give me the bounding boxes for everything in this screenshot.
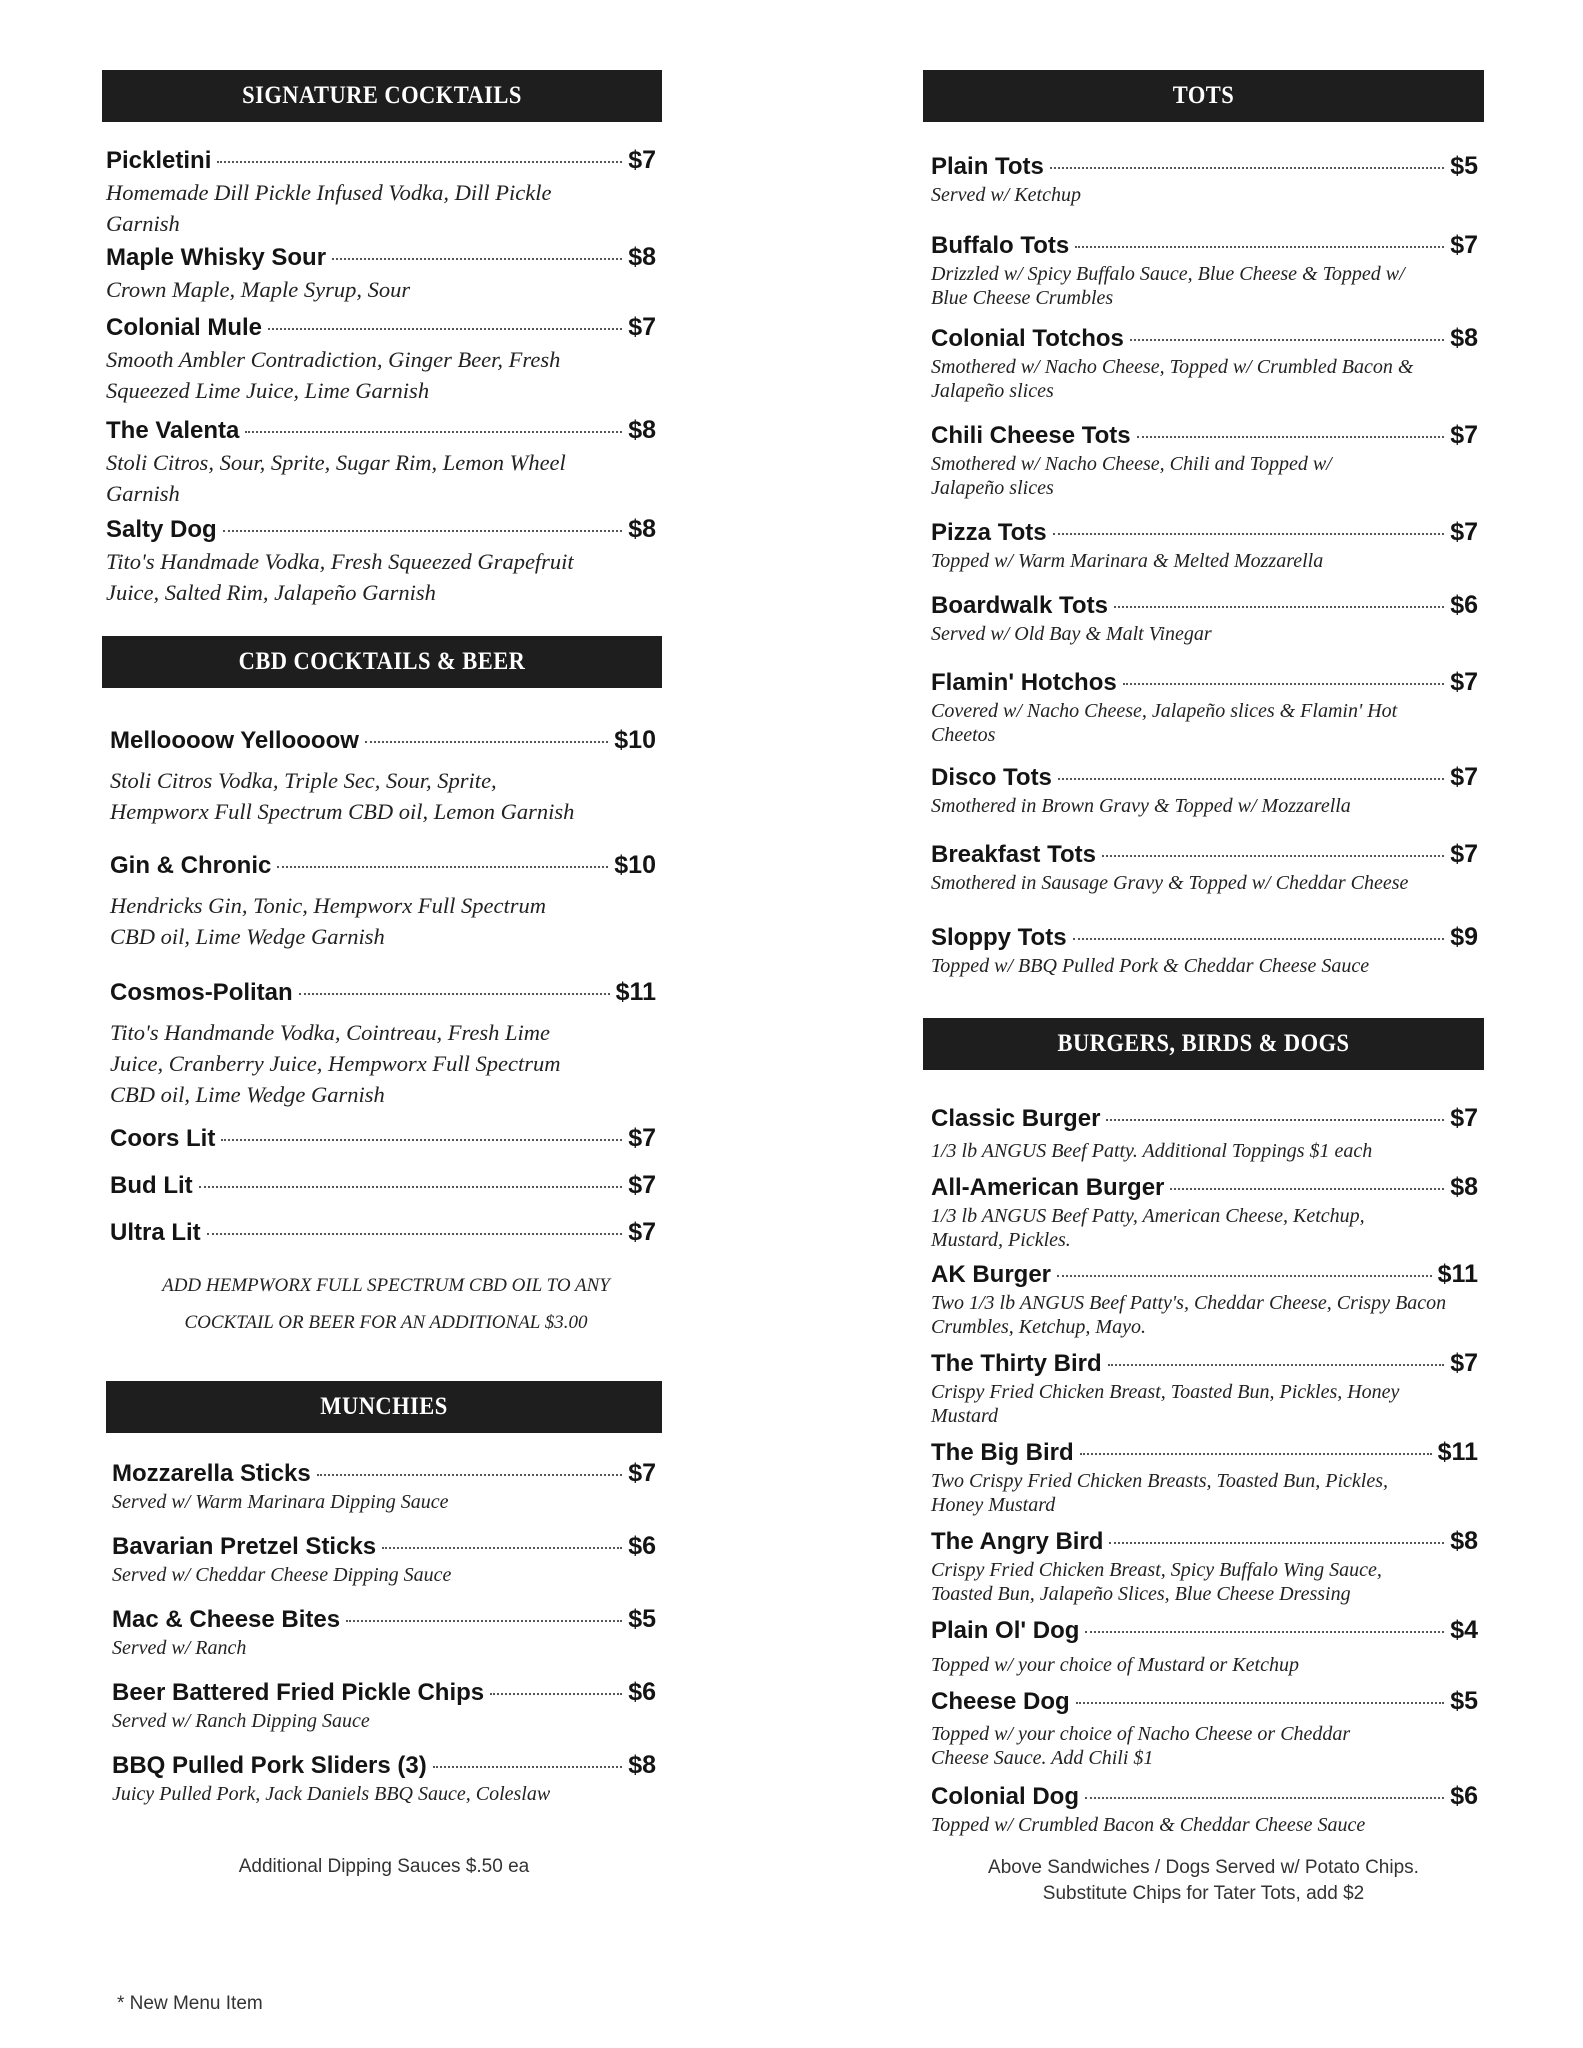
leader-dots: [1053, 533, 1445, 535]
leader-dots: [245, 431, 622, 433]
leader-dots: [317, 1474, 622, 1476]
item-price: $10: [614, 851, 656, 879]
item-name: Gin & Chronic: [110, 852, 272, 879]
leader-dots: [1109, 1542, 1444, 1544]
item-description: Stoli Citros Vodka, Triple Sec, Sour, Sprite, Hempworx Full Spectrum CBD oil, Lemon Garnish: [110, 768, 575, 824]
item-description: Two Crispy Fried Chicken Breasts, Toasted Bun, Pickles, Honey Mustard: [931, 1470, 1389, 1516]
section-title: MUNCHIES: [134, 1381, 634, 1433]
item-name: Mozzarella Sticks: [112, 1460, 311, 1487]
leader-dots: [1085, 1631, 1444, 1633]
leader-dots: [1080, 1453, 1432, 1455]
item-description: Homemade Dill Pickle Infused Vodka, Dill Pickle Garnish: [106, 180, 552, 236]
item-price: $9: [1450, 923, 1478, 951]
leader-dots: [1085, 1797, 1444, 1799]
leader-dots: [223, 530, 623, 532]
item-name: Colonial Totchos: [931, 325, 1124, 352]
item-price: $8: [1450, 1527, 1478, 1555]
section-header: [106, 1381, 662, 1433]
item-name: Cheese Dog: [931, 1688, 1070, 1715]
item-name: The Angry Bird: [931, 1528, 1104, 1555]
menu-item: [923, 840, 1484, 895]
item-name: AK Burger: [931, 1261, 1052, 1288]
section-title: BURGERS, BIRDS & DOGS: [951, 1018, 1456, 1070]
leader-dots: [1073, 938, 1445, 940]
item-price: $7: [1450, 668, 1478, 696]
right-column: [923, 70, 1484, 1907]
menu-item: [102, 1171, 662, 1200]
left-column: [102, 70, 662, 1878]
item-name: The Valenta: [106, 417, 240, 444]
menu-item: [923, 763, 1484, 818]
menu-item: [106, 1678, 662, 1733]
item-description: Smooth Ambler Contradiction, Ginger Beer, Fresh Squeezed Lime Juice, Lime Garnish: [106, 347, 561, 403]
leader-dots: [382, 1547, 622, 1549]
note-line: COCKTAIL OR BEER FOR AN ADDITIONAL $3.00: [184, 1312, 588, 1333]
item-price: $7: [1450, 763, 1478, 791]
item-description: Smothered in Sausage Gravy & Topped w/ Cheddar Cheese: [931, 872, 1409, 894]
menu-item: [106, 1459, 662, 1514]
leader-dots: [268, 328, 622, 330]
leader-dots: [1106, 1119, 1444, 1121]
item-price: $7: [628, 1124, 656, 1152]
item-name: Ultra Lit: [110, 1219, 201, 1246]
menu-item: [102, 515, 662, 608]
menu-item: [102, 1218, 662, 1247]
section-header: [923, 1018, 1484, 1070]
item-description: Two 1/3 lb ANGUS Beef Patty's, Cheddar Cheese, Crispy Bacon Crumbles, Ketchup, Mayo.: [931, 1292, 1447, 1338]
section-munchies: [106, 1381, 662, 1878]
item-name: Bavarian Pretzel Sticks: [112, 1533, 377, 1560]
menu-item: [102, 313, 662, 406]
note-line: ADD HEMPWORX FULL SPECTRUM CBD OIL TO ANY: [162, 1275, 610, 1296]
leader-dots: [1114, 606, 1444, 608]
section-burgers-birds-dogs: [923, 1018, 1484, 1907]
item-price: $11: [615, 978, 656, 1006]
leader-dots: [199, 1186, 623, 1188]
item-description: Smothered in Brown Gravy & Topped w/ Mozzarella: [931, 795, 1351, 817]
item-name: BBQ Pulled Pork Sliders (3): [112, 1752, 427, 1779]
item-description: Topped w/ your choice of Mustard or Ketchup: [931, 1654, 1299, 1676]
item-price: $6: [1450, 1782, 1478, 1810]
menu-item: [102, 146, 662, 239]
leader-dots: [1057, 1275, 1432, 1277]
item-price: $5: [1450, 1687, 1478, 1715]
item-price: $7: [628, 1459, 656, 1487]
section-header: [102, 70, 662, 122]
section-title: TOTS: [951, 70, 1456, 122]
item-name: All-American Burger: [931, 1174, 1165, 1201]
item-name: Salty Dog: [106, 516, 217, 543]
section-header: [923, 70, 1484, 122]
item-name: Maple Whisky Sour: [106, 244, 327, 271]
menu-item: [102, 851, 662, 952]
item-name: Pizza Tots: [931, 519, 1047, 546]
item-price: $7: [628, 146, 656, 174]
item-price: $7: [628, 1218, 656, 1246]
item-name: Buffalo Tots: [931, 232, 1070, 259]
item-price: $8: [1450, 324, 1478, 352]
item-name: Disco Tots: [931, 764, 1052, 791]
menu-item: [923, 1616, 1484, 1677]
item-price: $7: [1450, 1349, 1478, 1377]
item-price: $7: [628, 313, 656, 341]
menu-item: [106, 1605, 662, 1660]
item-price: $6: [1450, 591, 1478, 619]
item-name: Cosmos-Politan: [110, 979, 293, 1006]
item-name: Breakfast Tots: [931, 841, 1096, 868]
section-cbd-cocktails-beer: [102, 636, 662, 1341]
item-name: Pickletini: [106, 147, 212, 174]
section-title: SIGNATURE COCKTAILS: [130, 70, 634, 122]
menu-item: [102, 726, 662, 827]
menu-item: [923, 421, 1484, 500]
item-price: $7: [1450, 231, 1478, 259]
item-description: Crispy Fried Chicken Breast, Spicy Buffalo Wing Sauce, Toasted Bun, Jalapeño Slices, Blue Cheese Dressing: [931, 1559, 1382, 1605]
leader-dots: [221, 1139, 622, 1141]
item-name: Colonial Mule: [106, 314, 262, 341]
menu-item: [923, 591, 1484, 646]
leader-dots: [1076, 1702, 1444, 1704]
item-price: $8: [628, 1751, 656, 1779]
menu-item: [106, 1751, 662, 1806]
item-description: Topped w/ BBQ Pulled Pork & Cheddar Cheese Sauce: [931, 955, 1370, 977]
item-name: Coors Lit: [110, 1125, 216, 1152]
item-price: $4: [1450, 1616, 1478, 1644]
item-price: $11: [1437, 1438, 1478, 1466]
item-description: Served w/ Ranch: [112, 1637, 247, 1659]
item-price: $8: [1450, 1173, 1478, 1201]
item-name: Flamin' Hotchos: [931, 669, 1117, 696]
item-name: Boardwalk Tots: [931, 592, 1108, 619]
menu-item: [923, 1349, 1484, 1428]
leader-dots: [365, 741, 608, 743]
menu-item: [923, 1527, 1484, 1606]
item-price: $5: [1450, 152, 1478, 180]
section-signature-cocktails: [102, 70, 662, 608]
leader-dots: [1130, 339, 1444, 341]
item-price: $5: [628, 1605, 656, 1633]
leader-dots: [1102, 855, 1444, 857]
item-name: Plain Tots: [931, 153, 1044, 180]
item-description: Served w/ Cheddar Cheese Dipping Sauce: [112, 1564, 452, 1586]
menu-item: [923, 152, 1484, 207]
item-price: $8: [628, 243, 656, 271]
menu-item: [923, 1104, 1484, 1163]
leader-dots: [1108, 1364, 1445, 1366]
menu-item: [923, 668, 1484, 747]
item-price: $10: [614, 726, 656, 754]
item-name: Melloooow Yelloooow: [110, 727, 359, 754]
item-price: $7: [1450, 840, 1478, 868]
item-description: 1/3 lb ANGUS Beef Patty. Additional Toppings $1 each: [931, 1140, 1373, 1162]
item-name: Sloppy Tots: [931, 924, 1067, 951]
cbd-addon-note: [102, 1267, 662, 1341]
menu-item: [102, 978, 662, 1110]
menu-item: [923, 231, 1484, 310]
item-price: $7: [1450, 518, 1478, 546]
item-price: $7: [1450, 1104, 1478, 1132]
menu-item: [102, 1124, 662, 1153]
note-line: Substitute Chips for Tater Tots, add $2: [1042, 1883, 1365, 1904]
item-description: Crispy Fried Chicken Breast, Toasted Bun, Pickles, Honey Mustard: [931, 1381, 1400, 1427]
item-name: Bud Lit: [110, 1172, 193, 1199]
leader-dots: [217, 161, 622, 163]
item-price: $6: [628, 1678, 656, 1706]
menu-item: [923, 1687, 1484, 1770]
leader-dots: [1075, 246, 1444, 248]
item-description: Served w/ Warm Marinara Dipping Sauce: [112, 1491, 449, 1513]
item-description: Smothered w/ Nacho Cheese, Chili and Topped w/ Jalapeño slices: [931, 453, 1332, 499]
menu-item: [923, 1173, 1484, 1252]
menu-item: [923, 1260, 1484, 1339]
item-price: $8: [628, 416, 656, 444]
item-description: Drizzled w/ Spicy Buffalo Sauce, Blue Cheese & Topped w/ Blue Cheese Crumbles: [931, 263, 1405, 309]
leader-dots: [277, 866, 608, 868]
menu-item: [923, 518, 1484, 573]
leader-dots: [1123, 683, 1444, 685]
item-description: Smothered w/ Nacho Cheese, Topped w/ Crumbled Bacon & Jalapeño slices: [931, 356, 1414, 402]
menu-item: [106, 1532, 662, 1587]
item-description: Topped w/ your choice of Nacho Cheese or Cheddar Cheese Sauce. Add Chili $1: [931, 1723, 1351, 1769]
item-name: Mac & Cheese Bites: [112, 1606, 341, 1633]
item-description: Covered w/ Nacho Cheese, Jalapeño slices & Flamin' Hot Cheetos: [931, 700, 1398, 746]
sandwich-sides-note: [923, 1855, 1484, 1907]
menu-item: [923, 923, 1484, 978]
item-description: Juicy Pulled Pork, Jack Daniels BBQ Sauce, Coleslaw: [112, 1783, 551, 1805]
item-description: Tito's Handmade Vodka, Fresh Squeezed Grapefruit Juice, Salted Rim, Jalapeño Garnish: [106, 549, 574, 605]
item-name: Beer Battered Fried Pickle Chips: [112, 1679, 485, 1706]
leader-dots: [346, 1620, 622, 1622]
item-price: $7: [628, 1171, 656, 1199]
item-name: Chili Cheese Tots: [931, 422, 1131, 449]
leader-dots: [207, 1233, 623, 1235]
item-description: Served w/ Ranch Dipping Sauce: [112, 1710, 370, 1732]
item-name: The Big Bird: [931, 1439, 1074, 1466]
leader-dots: [1058, 778, 1444, 780]
leader-dots: [1050, 167, 1444, 169]
item-name: The Thirty Bird: [931, 1350, 1102, 1377]
item-description: 1/3 lb ANGUS Beef Patty, American Cheese, Ketchup, Mustard, Pickles.: [931, 1205, 1365, 1251]
item-name: Plain Ol' Dog: [931, 1617, 1080, 1644]
item-description: Served w/ Old Bay & Malt Vinegar: [931, 623, 1212, 645]
leader-dots: [299, 993, 610, 995]
item-price: $8: [628, 515, 656, 543]
item-description: Stoli Citros, Sour, Sprite, Sugar Rim, Lemon Wheel Garnish: [106, 450, 566, 506]
item-price: $6: [628, 1532, 656, 1560]
item-price: $7: [1450, 421, 1478, 449]
menu-item: [923, 1782, 1484, 1837]
section-title: CBD COCKTAILS & BEER: [130, 636, 634, 688]
menu-item: [102, 416, 662, 509]
leader-dots: [433, 1766, 622, 1768]
menu-item: [923, 1438, 1484, 1517]
item-price: $11: [1437, 1260, 1478, 1288]
item-name: Colonial Dog: [931, 1783, 1079, 1810]
menu-item: [923, 324, 1484, 403]
leader-dots: [1137, 436, 1445, 438]
item-description: Tito's Handmande Vodka, Cointreau, Fresh Lime Juice, Cranberry Juice, Hempworx Full Spectrum CBD oil, Lime Wedge Garnish: [110, 1020, 561, 1107]
menu-item: [102, 243, 662, 305]
item-description: Crown Maple, Maple Syrup, Sour: [106, 277, 411, 302]
new-item-note: * New Menu Item: [117, 1993, 263, 2014]
leader-dots: [490, 1693, 622, 1695]
note-line: Above Sandwiches / Dogs Served w/ Potato Chips.: [988, 1857, 1419, 1878]
leader-dots: [1170, 1188, 1444, 1190]
item-name: Classic Burger: [931, 1105, 1101, 1132]
section-header: [102, 636, 662, 688]
leader-dots: [332, 258, 622, 260]
item-description: Topped w/ Warm Marinara & Melted Mozzarella: [931, 550, 1324, 572]
dipping-sauce-note: Additional Dipping Sauces $.50 ea: [238, 1856, 530, 1877]
item-description: Topped w/ Crumbled Bacon & Cheddar Cheese Sauce: [931, 1814, 1366, 1836]
item-description: Hendricks Gin, Tonic, Hempworx Full Spectrum CBD oil, Lime Wedge Garnish: [110, 893, 546, 949]
section-tots: [923, 70, 1484, 978]
item-description: Served w/ Ketchup: [931, 184, 1081, 206]
